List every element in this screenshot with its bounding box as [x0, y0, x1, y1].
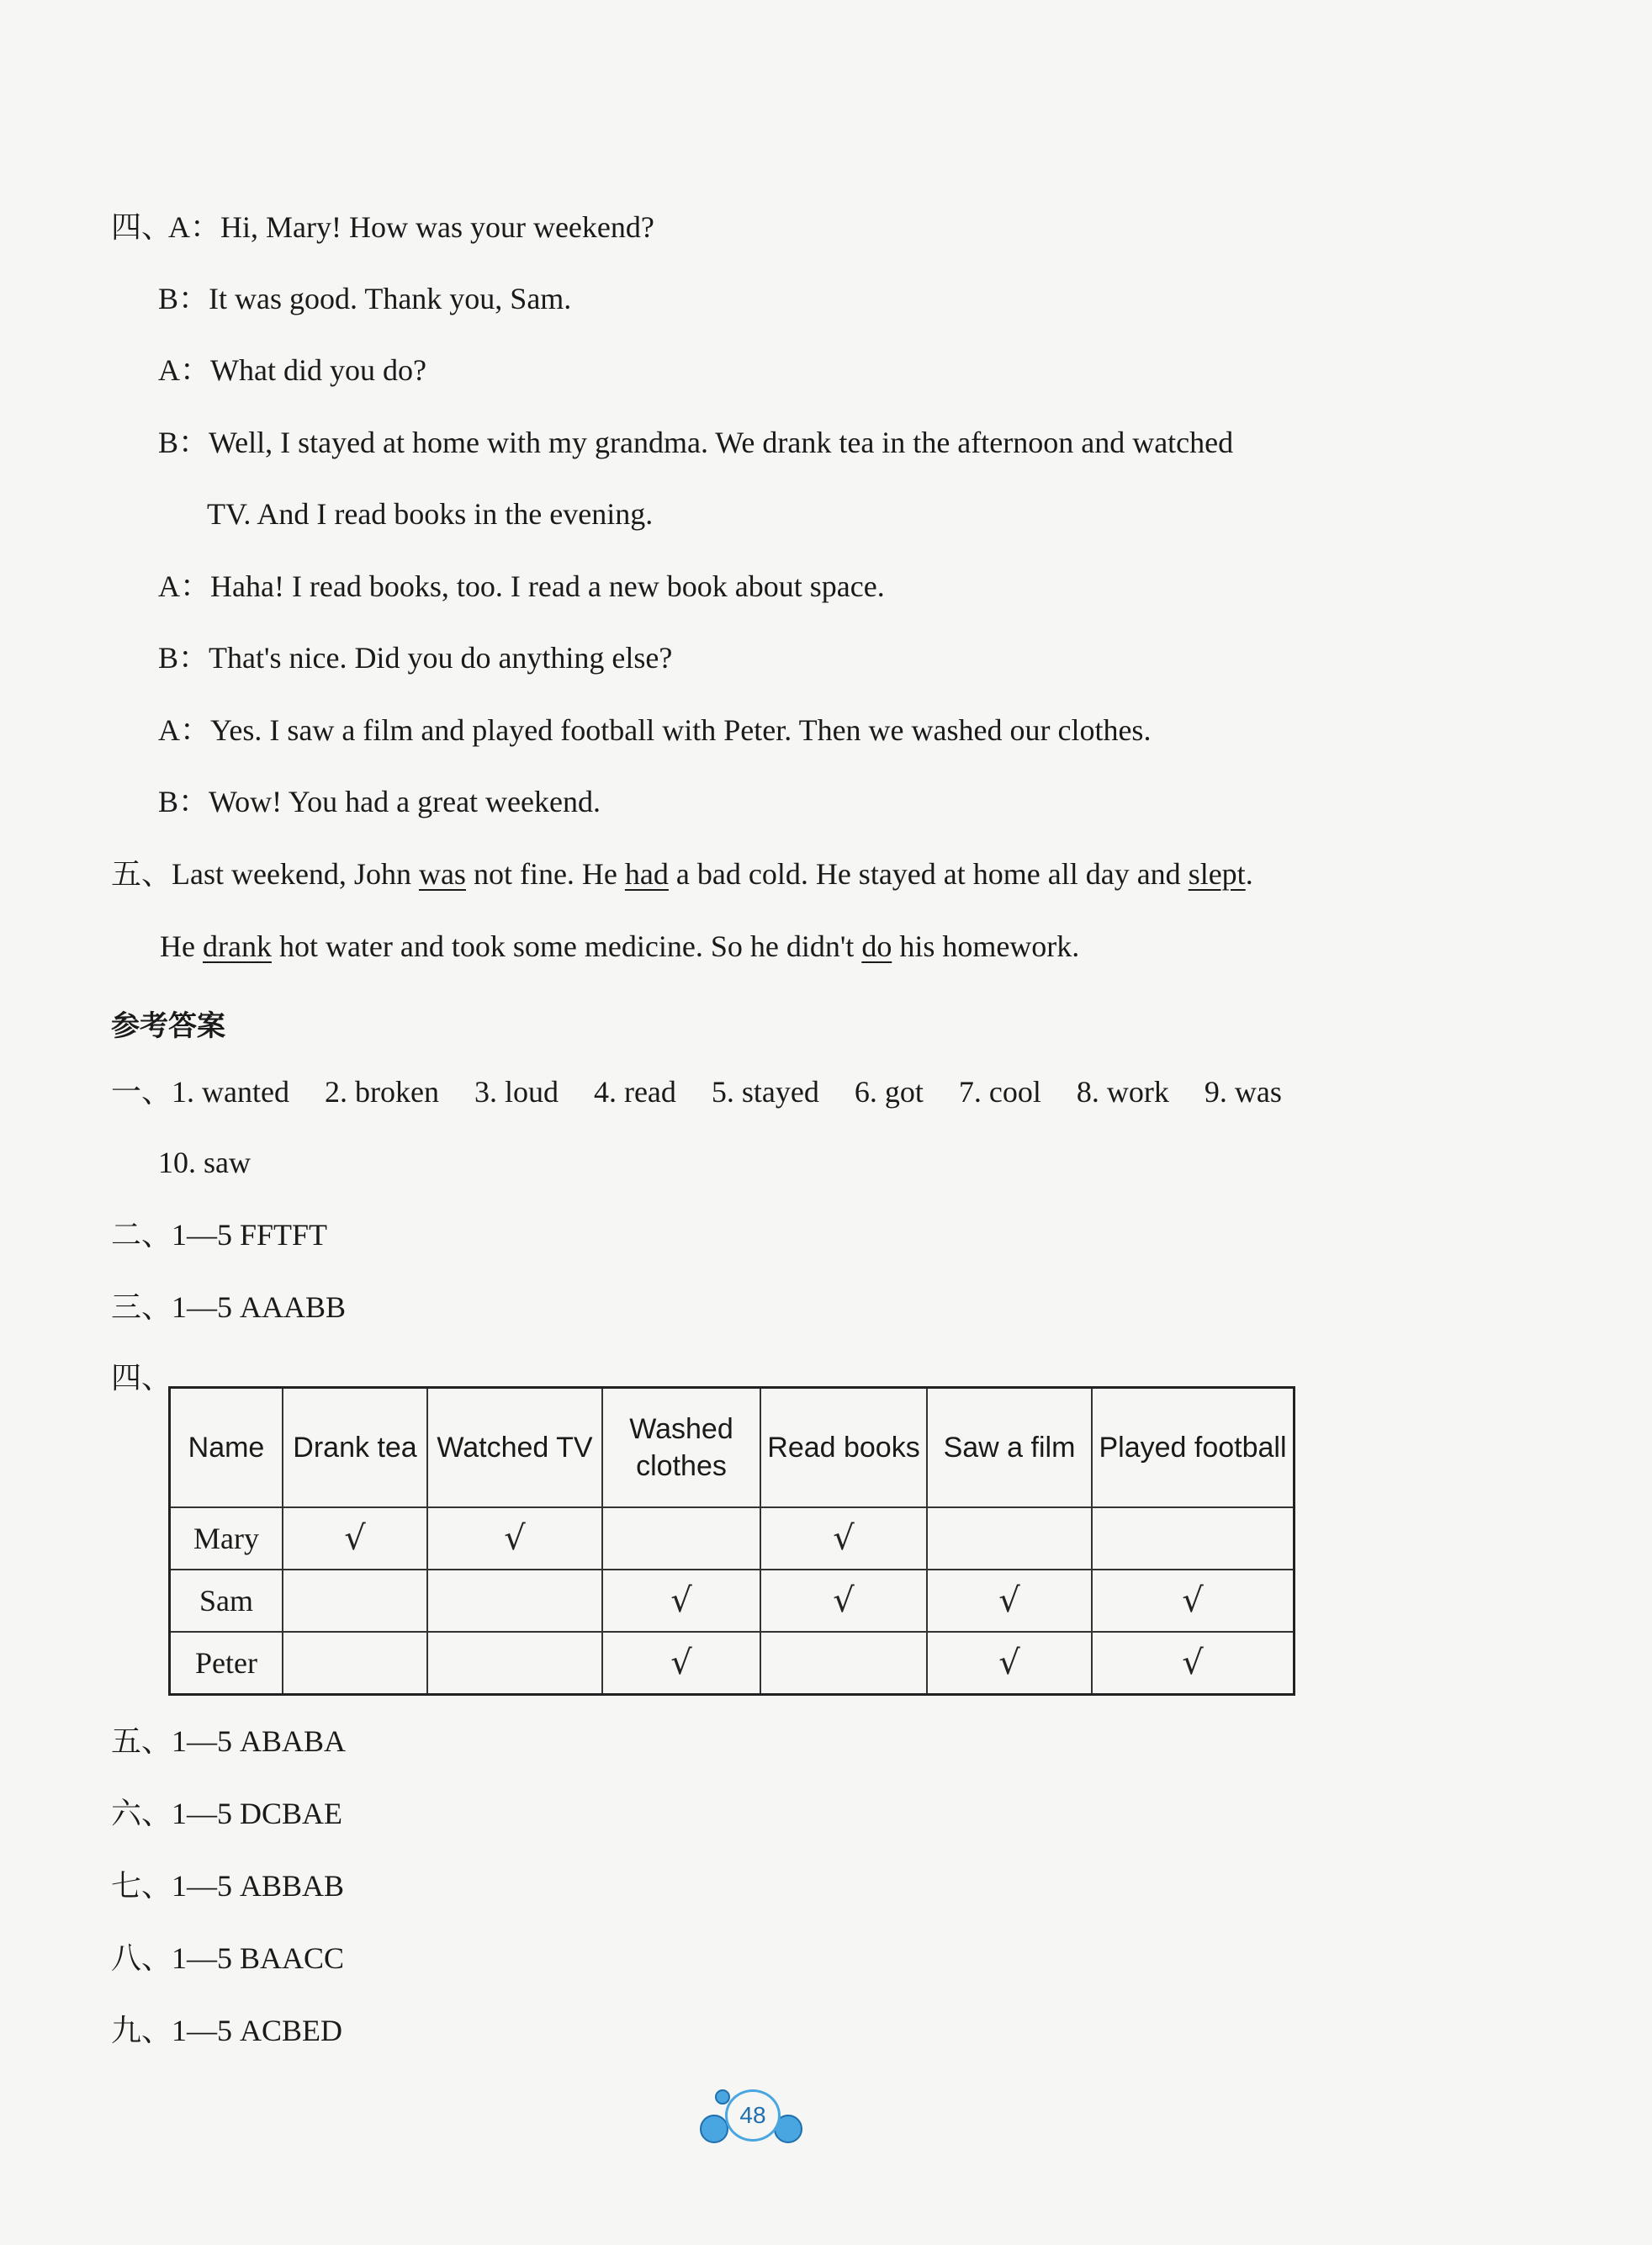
dialogue-line-5: TV. And I read books in the evening. — [207, 497, 654, 531]
check-mark-icon: √ — [833, 1581, 855, 1620]
answer-row-five: 五、1—5 ABABA — [111, 1724, 347, 1758]
answer-row-one — [111, 1073, 1282, 1110]
answer-row-seven: 七、1—5 ABBAB — [111, 1869, 345, 1903]
table-body — [170, 1507, 1295, 1695]
answer-item: 1. wanted — [172, 1075, 289, 1109]
dialogue-line-9: B：Wow! You had a great weekend. — [158, 785, 601, 818]
passage-text: He — [160, 929, 203, 963]
table-cell — [760, 1632, 927, 1695]
col-header-watched-tv: Watched TV — [427, 1388, 602, 1508]
table-cell — [602, 1632, 760, 1695]
passage-underlined-word: was — [418, 857, 466, 891]
check-mark-icon: √ — [1182, 1644, 1204, 1682]
check-mark-icon: √ — [1182, 1581, 1204, 1620]
answer-item: 3. loud — [474, 1075, 559, 1109]
row-name-cell: Peter — [170, 1632, 283, 1695]
row-name-cell: Sam — [170, 1570, 283, 1632]
answer-row-four-marker: 四、 — [111, 1361, 172, 1395]
table-cell — [1092, 1570, 1295, 1632]
dialogue-line-2: B：It was good. Thank you, Sam. — [158, 282, 572, 315]
check-mark-icon: √ — [998, 1644, 1020, 1682]
table-cell — [283, 1632, 427, 1695]
table-cell — [427, 1507, 602, 1570]
table-cell — [760, 1507, 927, 1570]
answer-row-nine: 九、1—5 ACBED — [111, 2014, 343, 2047]
activity-table — [168, 1386, 1295, 1696]
answer-row-three: 三、1—5 AAABB — [111, 1290, 347, 1324]
check-mark-icon: √ — [344, 1519, 366, 1558]
table-cell — [602, 1570, 760, 1632]
passage-text: a bad cold. He stayed at home all day and — [668, 857, 1189, 891]
table-cell — [1092, 1632, 1295, 1695]
table-row — [170, 1570, 1295, 1632]
page-number: 48 — [725, 2089, 781, 2142]
table-row — [170, 1507, 1295, 1570]
passage-underlined-word: drank — [202, 929, 272, 963]
table-header-row — [170, 1388, 1295, 1508]
table-cell — [427, 1570, 602, 1632]
dialogue-line-6: A：Haha! I read books, too. I read a new book about space. — [158, 569, 885, 603]
dialogue-line-1 — [111, 209, 654, 246]
answer-item: 8. work — [1076, 1075, 1169, 1109]
passage-text: not fine. He — [465, 857, 625, 891]
table-cell — [1092, 1507, 1295, 1570]
page-number-badge — [700, 2084, 801, 2143]
dialogue-line-7: B：That's nice. Did you do anything else? — [158, 641, 673, 675]
passage-underlined-word: slept — [1188, 857, 1246, 891]
passage-line-2 — [160, 928, 1079, 965]
check-mark-icon: √ — [670, 1581, 692, 1620]
answer-key-heading: 参考答案 — [111, 1009, 225, 1043]
table-cell — [602, 1507, 760, 1570]
check-mark-icon: √ — [998, 1581, 1020, 1620]
answer-item: 4. read — [593, 1075, 676, 1109]
answer-row-one-extra: 10. saw — [158, 1146, 251, 1179]
passage-text: his homework. — [892, 929, 1080, 963]
passage-underlined-word: had — [624, 857, 669, 891]
row-name-cell: Mary — [170, 1507, 283, 1570]
col-header-saw-film: Saw a film — [927, 1388, 1092, 1508]
passage-text: . — [1245, 857, 1253, 891]
passage-text: Last weekend, John — [172, 857, 419, 891]
table-cell — [283, 1570, 427, 1632]
dialogue-line-4: B：Well, I stayed at home with my grandma. We drank tea in the afternoon and watched — [158, 426, 1234, 459]
passage-text: hot water and took some medicine. So he didn't — [271, 929, 862, 963]
section-four-marker: 四、 — [111, 210, 172, 244]
answer-item: 2. broken — [324, 1075, 439, 1109]
table-cell — [927, 1507, 1092, 1570]
answer-item: 6. got — [854, 1075, 924, 1109]
col-header-played-football: Played football — [1092, 1388, 1295, 1508]
check-mark-icon: √ — [833, 1519, 855, 1558]
check-mark-icon: √ — [504, 1519, 526, 1558]
dialogue-line-3: A：What did you do? — [158, 353, 426, 387]
passage-underlined-word: do — [861, 929, 892, 963]
table-row — [170, 1632, 1295, 1695]
table-cell — [427, 1632, 602, 1695]
bubble-icon — [700, 2115, 728, 2143]
table-cell — [283, 1507, 427, 1570]
answer-item: 9. was — [1204, 1075, 1282, 1109]
col-header-washed-clothes: Washed clothes — [602, 1388, 760, 1508]
answer-row-eight: 八、1—5 BAACC — [111, 1941, 345, 1975]
check-mark-icon: √ — [670, 1644, 692, 1682]
table-cell — [760, 1570, 927, 1632]
answer-row-six: 六、1—5 DCBAE — [111, 1797, 343, 1830]
table-cell — [927, 1632, 1092, 1695]
col-header-name: Name — [170, 1388, 283, 1508]
answer-row-two: 二、1—5 FFTFT — [111, 1218, 328, 1252]
answer-item: 5. stayed — [711, 1075, 819, 1109]
col-header-drank-tea: Drank tea — [283, 1388, 427, 1508]
dialogue-line-8: A：Yes. I saw a film and played football with Peter. Then we washed our clothes. — [158, 713, 1152, 747]
section-five-marker: 五、 — [111, 857, 172, 891]
col-header-read-books: Read books — [760, 1388, 927, 1508]
section-one-marker: 一、 — [111, 1075, 172, 1109]
table-cell — [927, 1570, 1092, 1632]
dialogue-text: A：Hi, Mary! How was your weekend? — [168, 210, 654, 244]
passage-line-1 — [111, 855, 1253, 892]
answer-item: 7. cool — [958, 1075, 1041, 1109]
